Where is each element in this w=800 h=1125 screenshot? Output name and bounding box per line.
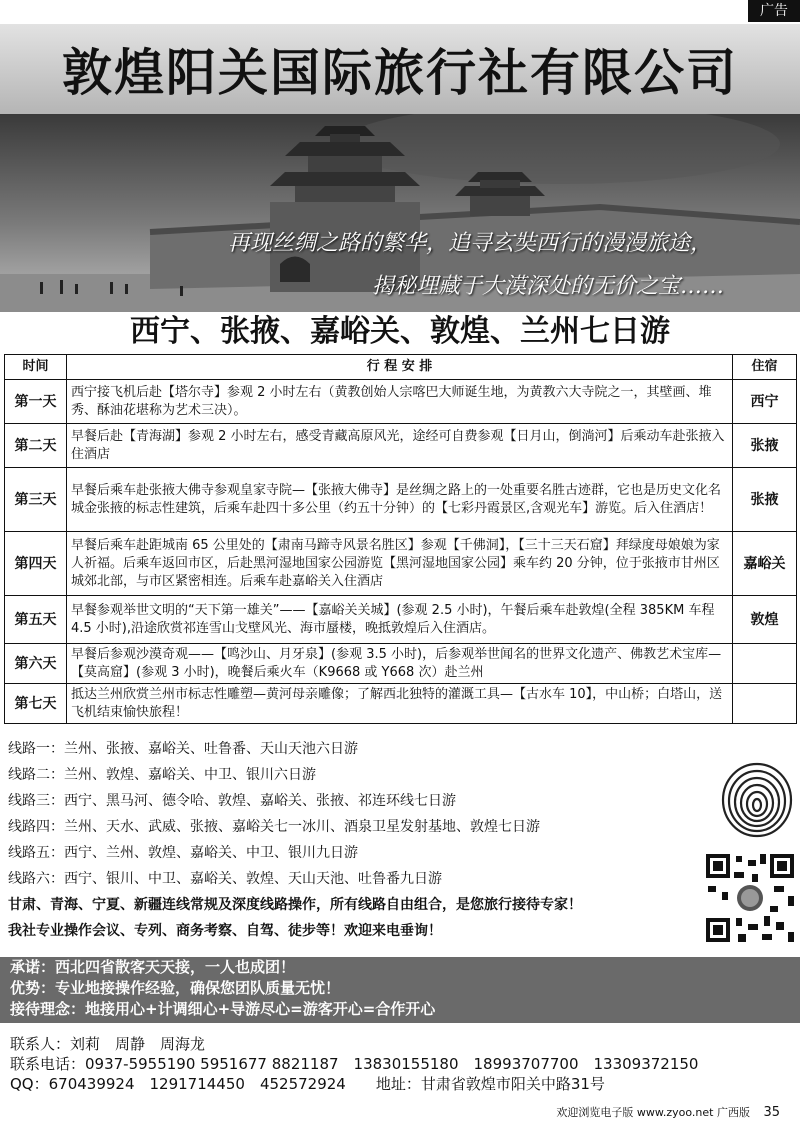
table-row: [5, 468, 797, 532]
promise-line: 承诺：西北四省散客天天接，一人也成团！: [10, 958, 296, 976]
contact-block: [10, 1034, 800, 1094]
itinerary-table: [4, 354, 797, 724]
contact-qq-address: QQ：670439924 1291714450 452572924 地址：甘肃省敦煌市阳关中路31号: [10, 1075, 605, 1093]
hero-image: [0, 114, 800, 312]
table-row: [5, 532, 797, 596]
stay-cell: [733, 684, 797, 724]
stay-cell: [733, 644, 797, 684]
table-row: [5, 596, 797, 644]
header-schedule: 行 程 安 排: [67, 355, 733, 380]
table-row: [5, 644, 797, 684]
footer-url: 欢迎浏览电子版 www.zyoo.net: [556, 1106, 714, 1119]
company-name: 敦煌阳关国际旅行社有限公司: [62, 44, 738, 102]
fingerprint-icon: [718, 760, 796, 840]
ad-tag: 广告: [748, 0, 800, 22]
table-header-row: [5, 355, 797, 380]
route-item: 线路一：兰州、张掖、嘉峪关、吐鲁番、天山天池六日游: [8, 741, 358, 757]
hero-slogan-2: 揭秘埋藏于大漠深处的无价之宝……: [372, 274, 725, 299]
route-item: 线路五：西宁、兰州、敦煌、嘉峪关、中卫、银川九日游: [8, 845, 358, 861]
header-time: 时间: [5, 355, 67, 380]
tour-title: 西宁、张掖、嘉峪关、敦煌、兰州七日游: [130, 314, 670, 349]
route-item: 线路六：西宁、银川、中卫、嘉峪关、敦煌、天山天池、吐鲁番九日游: [8, 871, 442, 887]
day-cell: 第六天: [5, 644, 67, 684]
footer-edition: 广西版: [716, 1106, 750, 1119]
hero-slogan-1: 再现丝绸之路的繁华，追寻玄奘西行的漫漫旅途，: [228, 231, 713, 256]
qr-code-icon[interactable]: [704, 852, 796, 944]
day-cell: 第二天: [5, 424, 67, 468]
day-cell: 第四天: [5, 532, 67, 596]
day-cell: 第三天: [5, 468, 67, 532]
company-banner: [0, 24, 800, 114]
day-cell: 第五天: [5, 596, 67, 644]
route-item: 线路四：兰州、天水、武威、张掖、嘉峪关七一冰川、酒泉卫星发射基地、敦煌七日游: [8, 819, 540, 835]
stay-cell: 嘉峪关: [733, 532, 797, 596]
stay-cell: 敦煌: [733, 596, 797, 644]
table-row: [5, 684, 797, 724]
schedule-cell: 早餐后乘车赴距城南 65 公里处的【肃南马蹄寺风景名胜区】参观【千佛洞】，【三十三天石窟】拜绿度母娘娘为家人祈福。后乘车返回市区，后赴黑河湿地国家公园游览【黑河湿地国家公园】乘车约 20 分钟，位于张掖市甘州区城郊北部，与市区紧密相连。后乘车赴嘉峪关入住酒店: [67, 532, 733, 596]
service-note: 我社专业操作会议、专列、商务考察、自驾、徒步等！欢迎来电垂询！: [8, 923, 442, 939]
header-stay: 住宿: [733, 355, 797, 380]
schedule-cell: 早餐后赴【青海湖】参观 2 小时左右，感受青藏高原风光，途经可自费参观【日月山，倒淌河】后乘动车赴张掖入住酒店: [67, 424, 733, 468]
table-row: [5, 424, 797, 468]
schedule-cell: 早餐参观举世文明的“天下第一雄关”——【嘉峪关关城】(参观 2.5 小时)，午餐后乘车赴敦煌(全程 385KM 车程 4.5 小时),沿途欣赏祁连雪山戈壁风光、海市蜃楼，晚抵敦煌后入住酒店。: [67, 596, 733, 644]
route-item: 线路二：兰州、敦煌、嘉峪关、中卫、银川六日游: [8, 767, 316, 783]
route-item: 线路三：西宁、黑马河、德令哈、敦煌、嘉峪关、张掖、祁连环线七日游: [8, 793, 456, 809]
schedule-cell: 西宁接飞机后赴【塔尔寺】参观 2 小时左右（黄教创始人宗喀巴大师诞生地，为黄教六大寺院之一，其壁画、堆秀、酥油花堪称为艺术三决）。: [67, 380, 733, 424]
stay-cell: 张掖: [733, 424, 797, 468]
stay-cell: 张掖: [733, 468, 797, 532]
contact-phones: 联系电话：0937-5955190 5951677 8821187 13830155180 18993707700 13309372150: [10, 1055, 699, 1073]
philosophy-line: 接待理念：地接用心+计调细心+导游尽心=游客开心=合作开心: [10, 1000, 436, 1018]
page-number: 35: [763, 1105, 780, 1120]
stay-cell: 西宁: [733, 380, 797, 424]
promise-banner: [0, 957, 800, 1023]
service-note: 甘肃、青海、宁夏、新疆连线常规及深度线路操作，所有线路自由组合，是您旅行接待专家！: [8, 897, 582, 913]
table-row: [5, 380, 797, 424]
schedule-cell: 抵达兰州欣赏兰州市标志性雕塑—黄河母亲雕像；了解西北独特的灌溉工具—【古水车 10】，中山桥；白塔山，送飞机结束愉快旅程！: [67, 684, 733, 724]
routes-list: [8, 736, 698, 944]
schedule-cell: 早餐后乘车赴张掖大佛寺参观皇家寺院—【张掖大佛寺】是丝绸之路上的一处重要名胜古迹群，它也是历史文化名城金张掖的标志性建筑，后乘车赴四十多公里（约五十分钟）的【七彩丹霞景区,含观光车】游览。后入住酒店！: [67, 468, 733, 532]
day-cell: 第一天: [5, 380, 67, 424]
schedule-cell: 早餐后参观沙漠奇观——【鸣沙山、月牙泉】(参观 3.5 小时)，后参观举世闻名的世界文化遗产、佛教艺术宝库—【莫高窟】(参观 3 小时)，晚餐后乘火车（K9668 或 Y668 次）赴兰州: [67, 644, 733, 684]
contact-people: 联系人：刘莉 周静 周海龙: [10, 1035, 206, 1053]
page-footer: [556, 1104, 780, 1120]
day-cell: 第七天: [5, 684, 67, 724]
advantage-line: 优势：专业地接操作经验，确保您团队质量无忧！: [10, 979, 341, 997]
